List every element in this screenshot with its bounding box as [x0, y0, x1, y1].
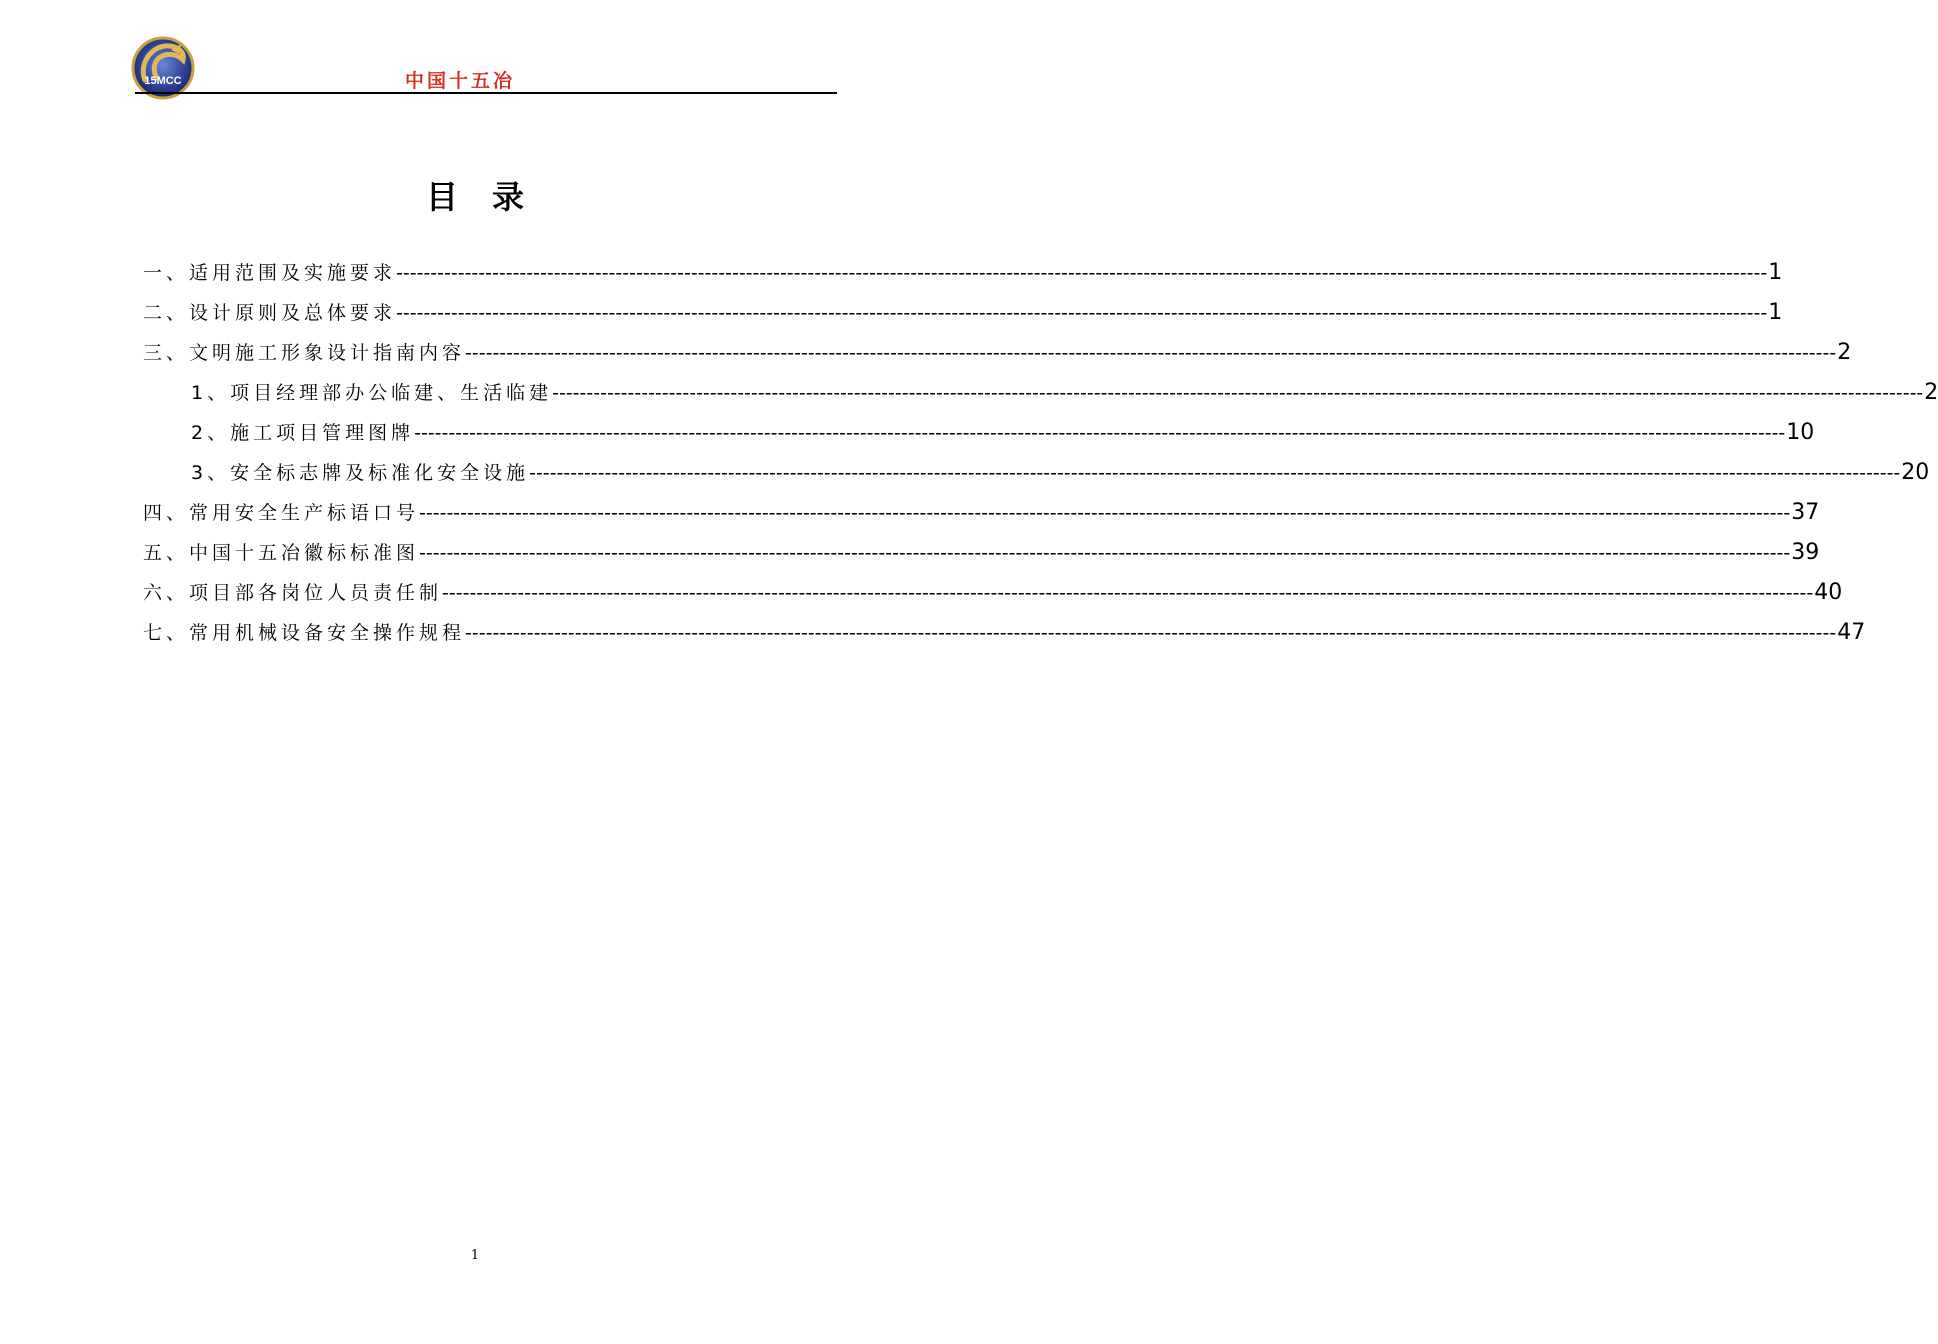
header-title: 中国十五冶	[404, 70, 515, 92]
toc-leader-dashes: --------------------------------------------------------------------------------------------------------------------------------------------------------------------------------------------------------	[419, 502, 1791, 524]
toc-leader-dashes: --------------------------------------------------------------------------------------------------------------------------------------------------------------------------------------------------------	[396, 262, 1768, 284]
toc-entry-page: 1	[1768, 300, 1783, 325]
toc-entry-text: 1、项目经理部办公临建、生活临建	[191, 382, 553, 404]
toc-leader-dashes: --------------------------------------------------------------------------------------------------------------------------------------------------------------------------------------------------------	[529, 462, 1901, 484]
toc-entry-page: 39	[1791, 540, 1820, 565]
header-divider	[135, 92, 837, 94]
toc-entry-page: 2	[1837, 340, 1852, 365]
toc-leader-dashes: --------------------------------------------------------------------------------------------------------------------------------------------------------------------------------------------------------	[396, 302, 1768, 324]
toc-entry[interactable]	[143, 538, 1820, 578]
toc-entry[interactable]	[191, 458, 1930, 498]
toc-entry[interactable]	[191, 378, 1938, 418]
toc-entry-page: 47	[1837, 620, 1866, 645]
toc-entry-page: 37	[1791, 500, 1820, 525]
toc-entry-text: 一、适用范围及实施要求	[143, 262, 397, 284]
toc-entry-text: 二、设计原则及总体要求	[143, 302, 397, 324]
toc-leader-dashes: --------------------------------------------------------------------------------------------------------------------------------------------------------------------------------------------------------	[465, 622, 1837, 644]
logo-text: 15MCC	[144, 75, 182, 87]
toc-entry[interactable]	[143, 258, 1783, 298]
page-number: 1	[470, 1248, 480, 1263]
toc-entry[interactable]	[143, 618, 1866, 658]
toc-entry-text: 四、常用安全生产标语口号	[143, 502, 420, 524]
toc-entry-page: 20	[1901, 460, 1930, 485]
toc-entry[interactable]	[143, 578, 1843, 618]
toc-entry-text: 2、施工项目管理图牌	[191, 422, 415, 444]
toc-entry[interactable]	[143, 498, 1820, 538]
toc-entry-text: 三、文明施工形象设计指南内容	[143, 342, 466, 364]
toc-leader-dashes: --------------------------------------------------------------------------------------------------------------------------------------------------------------------------------------------------------	[414, 422, 1786, 444]
company-logo	[131, 36, 195, 100]
toc-entry-text: 六、项目部各岗位人员责任制	[143, 582, 443, 604]
toc-entry-page: 2	[1924, 380, 1938, 405]
toc-leader-dashes: --------------------------------------------------------------------------------------------------------------------------------------------------------------------------------------------------------	[465, 342, 1837, 364]
toc-entry-text: 3、安全标志牌及标准化安全设施	[191, 462, 530, 484]
toc-entry-text: 五、中国十五冶徽标标准图	[143, 542, 420, 564]
toc-leader-dashes: --------------------------------------------------------------------------------------------------------------------------------------------------------------------------------------------------------	[442, 582, 1814, 604]
toc-entry[interactable]	[191, 418, 1815, 458]
toc-leader-dashes: --------------------------------------------------------------------------------------------------------------------------------------------------------------------------------------------------------	[552, 382, 1924, 404]
toc-entry[interactable]	[143, 298, 1783, 338]
toc-entry-page: 1	[1768, 260, 1783, 285]
toc-entry[interactable]	[143, 338, 1852, 378]
toc-title: 目录	[425, 178, 558, 216]
toc-entry-page: 10	[1786, 420, 1815, 445]
toc-entry-text: 七、常用机械设备安全操作规程	[143, 622, 466, 644]
toc-leader-dashes: --------------------------------------------------------------------------------------------------------------------------------------------------------------------------------------------------------	[419, 542, 1791, 564]
toc-entry-page: 40	[1814, 580, 1843, 605]
